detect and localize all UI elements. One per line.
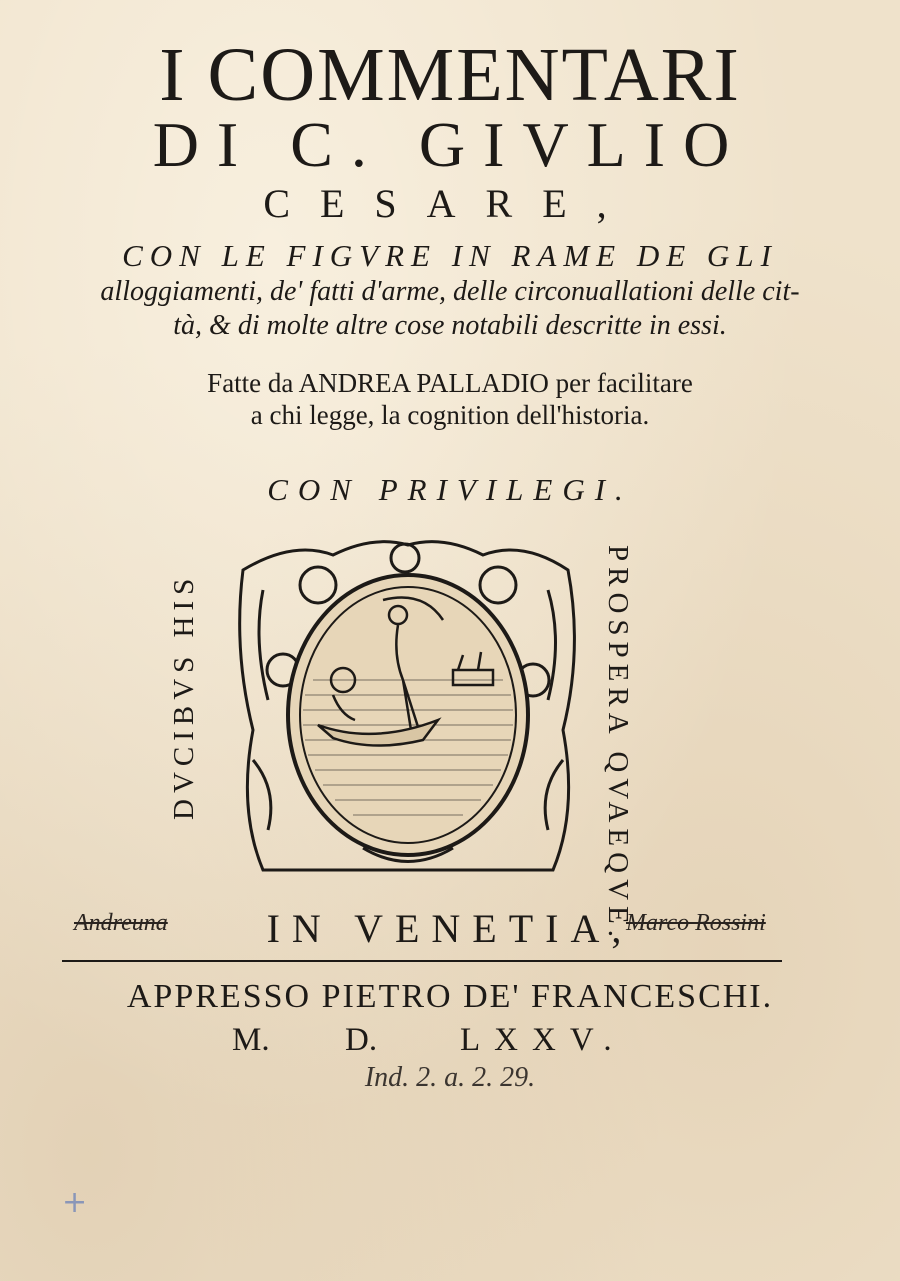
privilege-line: CON PRIVILEGI. [267, 472, 633, 507]
title-line-3: CESARE, [263, 181, 637, 226]
emblem-right-motto: PROSPERA QVAEQVE. [602, 545, 634, 943]
struck-manuscript-right: Marco Rossini [626, 910, 766, 936]
printer-device-woodcut [223, 530, 593, 885]
title-line-1: I COMMENTARI [159, 33, 741, 117]
author-line-1: Fatte da ANDREA PALLADIO per facilitare [207, 368, 693, 398]
imprint-date-1: M. [232, 1022, 270, 1058]
emblem-left-motto: DVCIBVS HIS [168, 572, 200, 820]
imprint-rule [62, 960, 782, 962]
imprint-publisher: APPRESSO PIETRO DE' FRANCESCHI. [126, 978, 774, 1015]
handwritten-shelfmark: Ind. 2. a. 2. 29. [364, 1062, 536, 1093]
subtitle-line-2: alloggiamenti, de' fatti d'arme, delle circonuallationi delle cit- [100, 276, 800, 307]
imprint-date-3: LXXV. [460, 1022, 626, 1058]
subtitle-line-1: CON LE FIGVRE IN RAME DE GLI [122, 238, 778, 273]
imprint-date-2: D. [345, 1022, 378, 1058]
author-line-2: a chi legge, la cognition dell'historia. [250, 400, 650, 430]
subtitle-line-3: tà, & di molte altre cose notabili descritte in essi. [173, 310, 727, 341]
title-line-2: DI C. GIVLIO [152, 109, 748, 180]
corner-pencil-mark: + [62, 1185, 88, 1220]
struck-manuscript-left: Andreuna [74, 910, 168, 936]
imprint-place: IN VENETIA, [266, 906, 634, 951]
